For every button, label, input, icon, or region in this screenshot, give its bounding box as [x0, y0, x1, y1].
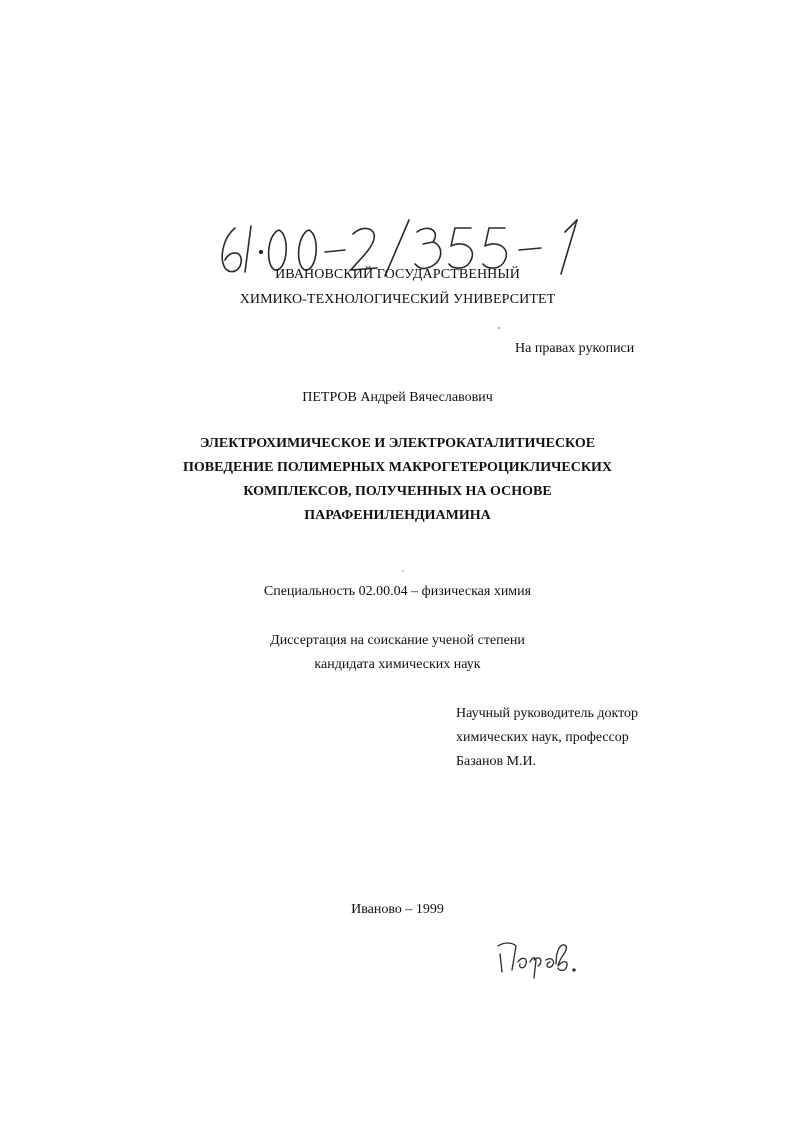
author-name: ПЕТРОВ Андрей Вячеславович — [302, 390, 493, 405]
title-line-4: ПАРАФЕНИЛЕНДИАМИНА — [304, 508, 491, 523]
dissertation-title — [0, 432, 795, 528]
institution-line-1: ИВАНОВСКИЙ ГОСУДАРСТВЕННЫЙ — [275, 267, 520, 282]
title-line-2: ПОВЕДЕНИЕ ПОЛИМЕРНЫХ МАКРОГЕТЕРОЦИКЛИЧЕСКИХ — [182, 460, 613, 475]
institution-line-2: ХИМИКО-ТЕХНОЛОГИЧЕСКИЙ УНИВЕРСИТЕТ — [239, 292, 556, 307]
scan-speck — [402, 570, 404, 572]
degree-line-1: Диссертация на соискание ученой степени — [270, 633, 525, 648]
specialty: Специальность 02.00.04 – физическая химия — [263, 584, 532, 599]
title-line-3: КОМПЛЕКСОВ, ПОЛУЧЕННЫХ НА ОСНОВЕ — [243, 484, 552, 499]
degree-line-2: кандидата химических наук — [314, 657, 481, 672]
manuscript-rights: На правах рукописи — [515, 341, 635, 356]
handwritten-signature — [490, 932, 590, 982]
supervisor-line-2: химических наук, профессор — [456, 730, 629, 745]
supervisor-line-3: Базанов М.И. — [456, 754, 537, 769]
supervisor-line-1: Научный руководитель доктор — [456, 706, 639, 721]
place-year: Иваново – 1999 — [351, 902, 444, 917]
scan-speck — [498, 327, 500, 329]
title-line-1: ЭЛЕКТРОХИМИЧЕСКОЕ И ЭЛЕКТРОКАТАЛИТИЧЕСКОЕ — [199, 436, 596, 451]
